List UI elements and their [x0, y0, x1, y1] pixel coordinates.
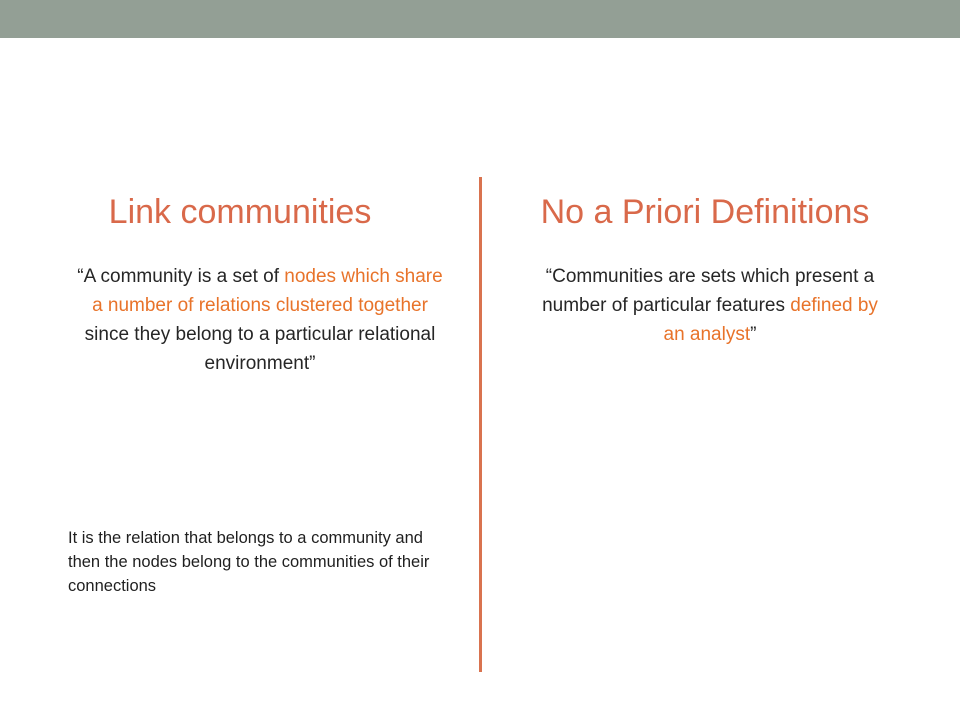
- right-quote: [530, 262, 890, 349]
- left-quote-open: “A community is a set of: [77, 266, 285, 287]
- top-bar: [0, 0, 960, 38]
- left-quote-highlight: nodes which share a number of relations clustered together: [92, 266, 443, 316]
- right-quote-close: ”: [750, 324, 757, 345]
- column-divider: [479, 177, 482, 672]
- right-quote-highlight: defined by an analyst: [663, 295, 878, 345]
- left-quote-rest: since they belong to a particular relational environment”: [84, 324, 436, 374]
- right-heading: No a Priori Definitions: [540, 193, 870, 231]
- right-quote-open: “Communities are sets which present a number of particular features: [542, 266, 875, 316]
- left-quote: [70, 262, 450, 378]
- left-note: It is the relation that belongs to a community and then the nodes belong to the communities of their connections: [68, 529, 430, 595]
- left-heading: Link communities: [108, 193, 372, 231]
